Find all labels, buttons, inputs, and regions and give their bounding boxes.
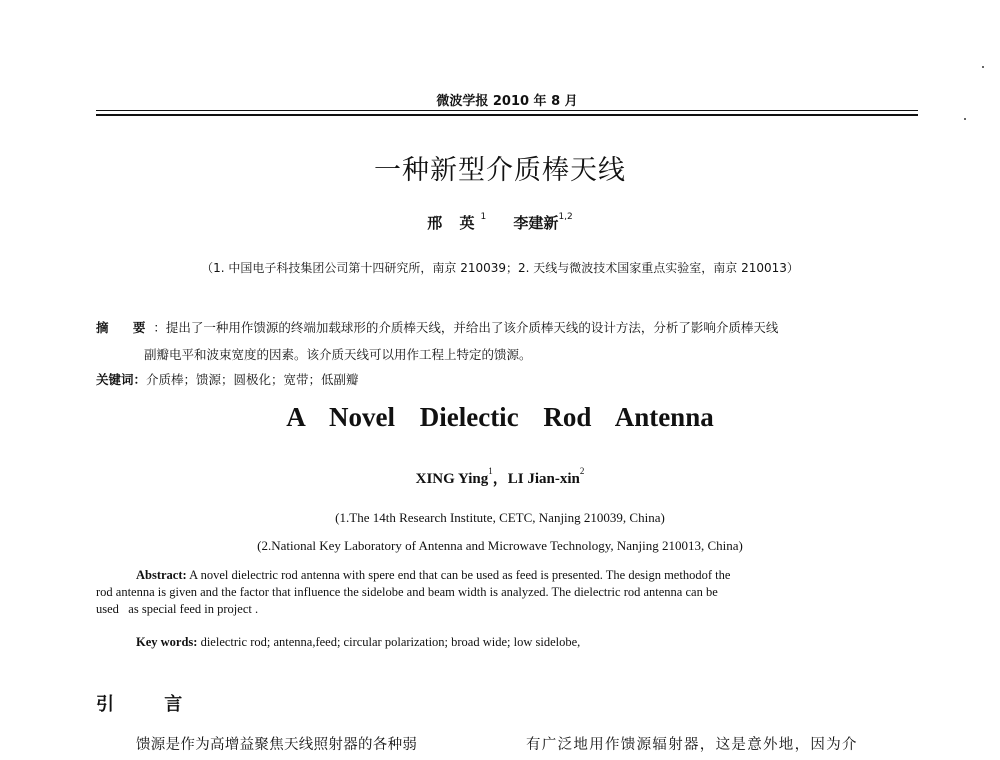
abstract-line <box>96 314 911 341</box>
scan-speck <box>964 118 966 120</box>
author-name: 邢 英 <box>427 214 481 232</box>
chinese-author-2 <box>513 212 572 233</box>
abstract-text: A novel dielectric rod antenna with spere end that can be used as feed is presented. The design methodof the <box>186 568 731 582</box>
abstract-label: 摘 要 <box>96 320 156 335</box>
author-superscript: 2 <box>579 466 585 476</box>
english-title: A Novel Dielectic Rod Antenna <box>286 402 714 432</box>
scan-speck <box>982 66 984 68</box>
running-header: 微波学报 2010 年 8 月 <box>436 94 578 109</box>
english-authors <box>0 466 1000 488</box>
abstract-line: 副瓣电平和波束宽度的因素。该介质天线可以用作工程上特定的馈源。 <box>144 347 532 362</box>
body-right-column-line: 有广泛地用作馈源辐射器，这是意外地，因为介 <box>526 737 858 753</box>
header-rule <box>96 110 918 111</box>
keywords-label: 关键词： <box>96 372 147 387</box>
author-name: 李建新 <box>513 214 559 232</box>
english-author-2: LI Jian-xin <box>507 471 580 487</box>
abstract-line: rod antenna is given and the factor that influence the sidelobe and beam width is analyzed. The dielectric rod antenna can be <box>96 585 718 599</box>
chinese-affiliations: （1. 中国电子科技集团公司第十四研究所，南京 210039；2. 天线与微波技术国家重点实验室，南京 210013） <box>201 261 799 275</box>
chinese-author-1 <box>427 212 486 233</box>
abstract-label: Abstract: <box>136 568 187 582</box>
author-superscript: 1 <box>488 466 493 476</box>
english-affiliation-1: (1.The 14th Research Institute, CETC, Nanjing 210039, China) <box>335 510 665 525</box>
author-superscript: 1 <box>480 212 487 222</box>
english-keywords <box>136 634 906 651</box>
author-separator: ， <box>492 471 508 487</box>
header-rule-thick <box>96 114 918 116</box>
chinese-title: 一种新型介质棒天线 <box>374 155 626 186</box>
keywords-label: Key words: <box>136 635 198 649</box>
abstract-line: used as special feed in project . <box>96 602 259 616</box>
abstract-line <box>96 567 904 584</box>
keywords-text: 介质棒；馈源；圆极化；宽带；低副瓣 <box>146 372 359 387</box>
english-abstract <box>96 567 904 618</box>
abstract-text: ：提出了一种用作馈源的终端加载球形的介质棒天线，并给出了该介质棒天线的设计方法，分析了影响介质棒天线 <box>153 320 779 335</box>
english-author-1: XING Ying <box>415 471 489 487</box>
chinese-authors <box>0 212 1000 233</box>
section-heading-introduction: 引 言 <box>96 694 205 715</box>
author-superscript: 1,2 <box>558 212 573 222</box>
chinese-keywords <box>96 368 911 392</box>
keywords-text: dielectric rod; antenna,feed; circular polarization; broad wide; low sidelobe, <box>197 635 581 649</box>
body-left-column-line: 馈源是作为高增益聚焦天线照射器的各种弱 <box>136 737 418 753</box>
english-affiliation-2: (2.National Key Laboratory of Antenna and Microwave Technology, Nanjing 210013, China) <box>257 538 743 553</box>
chinese-abstract <box>96 314 911 368</box>
